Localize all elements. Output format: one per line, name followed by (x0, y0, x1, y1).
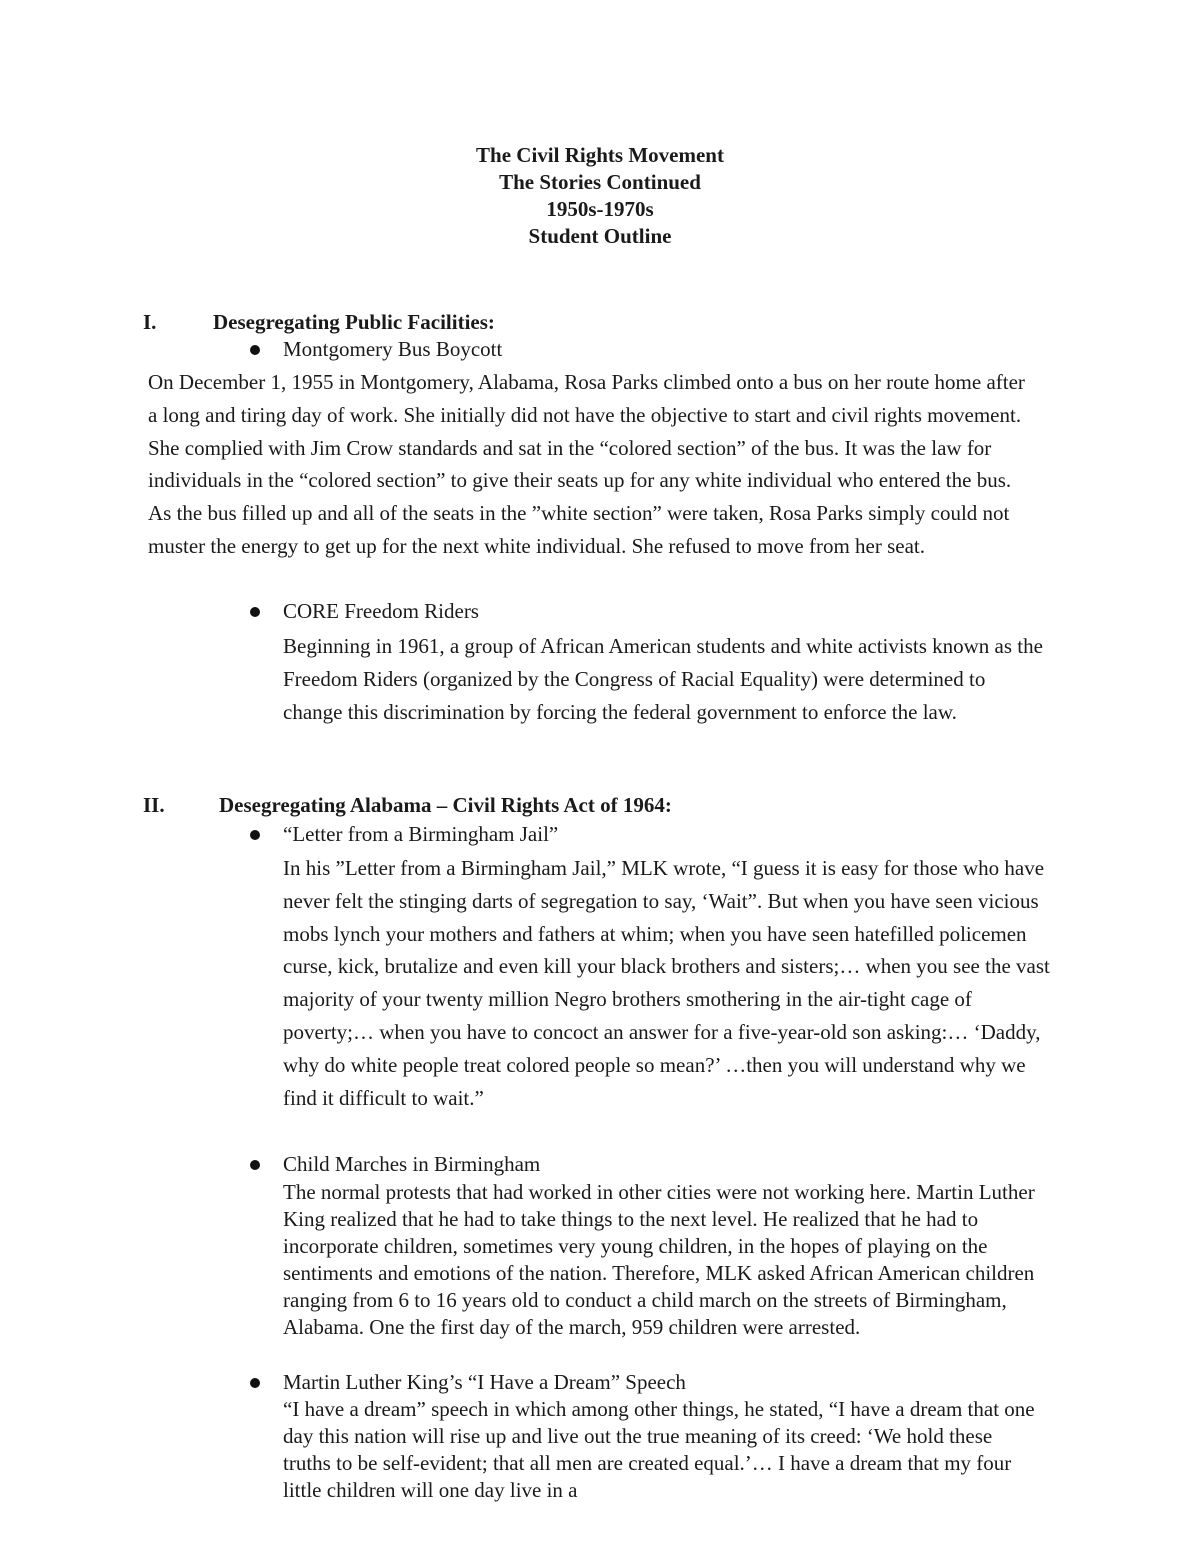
bullet-icon (250, 830, 260, 840)
bullet-icon (250, 1378, 260, 1388)
bullet-label: Child Marches in Birmingham (283, 1152, 541, 1176)
paragraph-child-marches: The normal protests that had worked in other cities were not working here. Martin Luther King realized that he had to take things to the next level. He realized that he had to incorporate children, sometimes very young children, in the hopes of playing on the sentiments and emotions of the nation. Therefore, MLK asked African American children ranging from 6 to 16 years old to conduct a child march on the streets of Birmingham, Alabama. One the first day of the march, 959 children were arrested. (283, 1180, 1035, 1340)
bullet-label: “Letter from a Birmingham Jail” (283, 822, 559, 846)
paragraph-montgomery: On December 1, 1955 in Montgomery, Alabama, Rosa Parks climbed onto a bus on her route home after a long and tiring day of work. She initially did not have the objective to start and civil rights movement. She complied with Jim Crow standards and sat in the “colored section” of the bus. It was the law for individuals in the “colored section” to give their seats up for any white individual who entered the bus. As the bus filled up and all of the seats in the ”white section” were taken, Rosa Parks simply could not muster the energy to get up for the next white individual. She refused to move from her seat. (148, 370, 1025, 558)
section-number: II. (143, 793, 165, 817)
bullet-icon (250, 607, 260, 617)
title-line-2: The Stories Continued (499, 170, 701, 194)
paragraph-dream-speech: “I have a dream” speech in which among other things, he stated, “I have a dream that one day this nation will rise up and live out the true meaning of its creed: ‘We hold these truths to be self-evident; that all men are created equal.’… I have a dream that my four little children will one day live in a (283, 1397, 1035, 1503)
bullet-icon (250, 1160, 260, 1170)
bullet-label: CORE Freedom Riders (283, 599, 479, 623)
document-title-block (0, 142, 1200, 250)
title-line-4: Student Outline (528, 224, 672, 248)
bullet-icon (250, 345, 260, 355)
section-title: Desegregating Public Facilities: (213, 310, 495, 334)
section-title: Desegregating Alabama – Civil Rights Act of 1964: (219, 793, 672, 817)
title-line-1: The Civil Rights Movement (476, 143, 724, 167)
bullet-label: Montgomery Bus Boycott (283, 337, 503, 361)
title-line-3: 1950s-1970s (546, 197, 654, 221)
paragraph-birmingham-letter: In his ”Letter from a Birmingham Jail,” MLK wrote, “I guess it is easy for those who have never felt the stinging darts of segregation to say, ‘Wait”. But when you have seen vicious mobs lynch your mothers and fathers at whim; when you have seen hatefilled policemen curse, kick, brutalize and even kill your black brothers and sisters;… when you see the vast majority of your twenty million Negro brothers smothering in the air-tight cage of poverty;… when you have to concoct an answer for a five-year-old son asking:… ‘Daddy, why do white people treat colored people so mean?’ …then you will understand why we find it difficult to wait.” (283, 856, 1050, 1110)
section-number: I. (143, 310, 157, 334)
paragraph-freedom-riders: Beginning in 1961, a group of African American students and white activists known as the Freedom Riders (organized by the Congress of Racial Equality) were determined to change this discrimination by forcing the federal government to enforce the law. (283, 634, 1043, 724)
bullet-label: Martin Luther King’s “I Have a Dream” Speech (283, 1370, 686, 1394)
